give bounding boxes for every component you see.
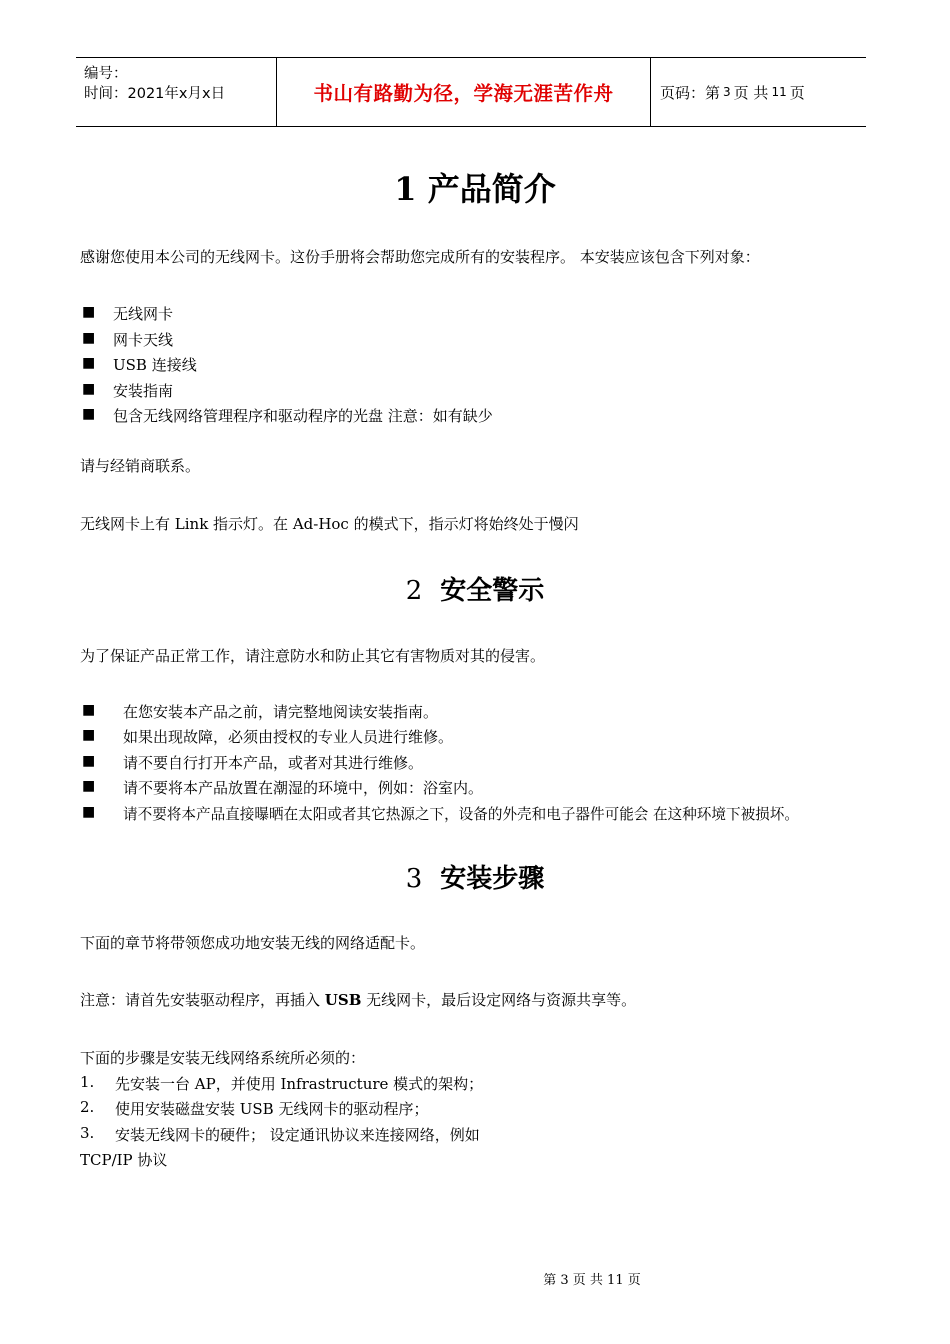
time-label: 时间：2021年x月x日 [84, 86, 226, 102]
section2-intro: 为了保证产品正常工作，请注意防水和防止其它有害物质对其的侵害。 [80, 647, 546, 665]
section1-heading: 1 产品简介 [394, 170, 556, 208]
bullet-square-icon: ■ [82, 330, 96, 346]
page-current: 3 [723, 85, 731, 99]
section3-number: 3 [405, 864, 423, 894]
section3-intro: 下面的章节将带领您成功地安装无线的网络适配卡。 [80, 934, 426, 952]
step-number: 2. [80, 1098, 95, 1116]
section3-title: 安装步骤 [440, 864, 545, 894]
list-item: 网卡天线 [113, 331, 174, 349]
note-bold-text: USB [324, 991, 362, 1009]
page-footer: 第 3 页 共 11 页 [543, 1273, 641, 1288]
header-info-cell [76, 58, 277, 126]
header-motto: 书山有路勤为径，学海无涯苦作舟 [277, 58, 651, 126]
section1-contact: 请与经销商联系。 [80, 457, 201, 475]
page-suffix: 页 [789, 83, 805, 102]
list-item: 在您安装本产品之前，请完整地阅读安装指南。 [123, 703, 439, 721]
page-header [76, 57, 866, 127]
bullet-square-icon: ■ [82, 778, 96, 794]
bullet-square-icon: ■ [82, 355, 96, 371]
step-number: 3. [80, 1124, 95, 1142]
section3-steps-tail: TCP/IP 协议 [80, 1151, 168, 1169]
header-page-cell [651, 58, 866, 126]
step-text: 安装无线网卡的硬件； 设定通讯协议来连接网络，例如 [115, 1126, 480, 1144]
bullet-square-icon: ■ [82, 381, 96, 397]
list-item: 请不要将本产品直接曝晒在太阳或者其它热源之下，设备的外壳和电子器件可能会 在这种环境下被损坏。 [123, 806, 799, 823]
list-item: 无线网卡 [113, 305, 174, 323]
list-item: 如果出现故障，必须由授权的专业人员进行维修。 [123, 728, 454, 746]
section3-note [80, 989, 636, 1010]
list-item: USB 连接线 [113, 356, 197, 374]
section1-link-note: 无线网卡上有 Link 指示灯。在 Ad-Hoc 的模式下，指示灯将始终处于慢闪 [80, 515, 579, 533]
page-middle: 页 共 [733, 83, 769, 102]
section1-intro: 感谢您使用本公司的无线网卡。这份手册将会帮助您完成所有的安装程序。 本安装应该包含下列对象： [80, 248, 760, 266]
step-text: 使用安装磁盘安装 USB 无线网卡的驱动程序； [115, 1100, 429, 1118]
list-item: 安装指南 [113, 382, 174, 400]
list-item: 请不要自行打开本产品，或者对其进行维修。 [123, 754, 424, 772]
list-item: 请不要将本产品放置在潮湿的环境中，例如：浴室内。 [123, 779, 484, 797]
bullet-square-icon: ■ [82, 804, 96, 820]
bullet-square-icon: ■ [82, 406, 96, 422]
bullet-square-icon: ■ [82, 727, 96, 743]
page-total: 11 [771, 85, 787, 99]
number-label: 编号： [84, 66, 128, 82]
section2-number: 2 [405, 576, 423, 606]
step-number: 1. [80, 1073, 95, 1091]
note-text: 注意：请首先安装驱动程序，再插入 [80, 991, 325, 1009]
note-text-end: 无线网卡，最后设定网络与资源共享等。 [361, 991, 637, 1009]
section2-title: 安全警示 [440, 576, 545, 606]
section3-heading [0, 858, 950, 895]
bullet-square-icon: ■ [82, 702, 96, 718]
list-item: 包含无线网络管理程序和驱动程序的光盘 注意：如有缺少 [113, 407, 493, 425]
bullet-square-icon: ■ [82, 753, 96, 769]
step-text: 先安装一台 AP，并使用 Infrastructure 模式的架构； [115, 1075, 484, 1093]
section3-steps-intro: 下面的步骤是安装无线网络系统所必须的： [80, 1049, 366, 1067]
page-prefix: 页码：第 [660, 83, 721, 102]
bullet-square-icon: ■ [82, 304, 96, 320]
section2-heading [0, 570, 950, 607]
